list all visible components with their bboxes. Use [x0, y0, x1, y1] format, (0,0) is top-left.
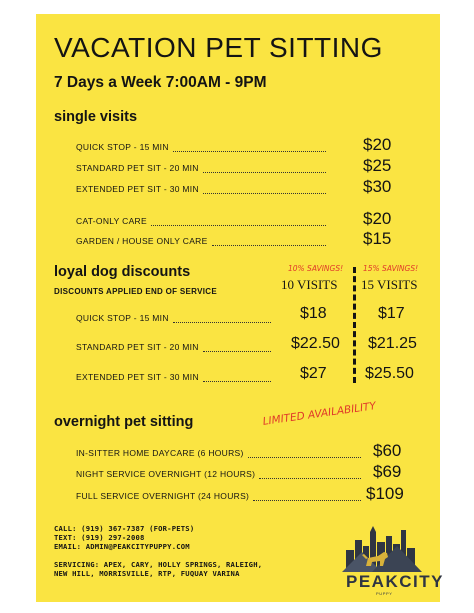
service-price: $69 — [373, 462, 402, 481]
single-visit-row — [76, 160, 326, 176]
single-visit-row — [76, 139, 326, 155]
limited-availability-badge: LIMITED AVAILABILITY — [262, 400, 377, 428]
leader-dots — [259, 470, 361, 479]
price-15-visits: $21.25 — [368, 335, 417, 352]
overnight-row — [76, 488, 361, 504]
leader-dots — [248, 449, 361, 458]
service-label: NIGHT SERVICE OVERNIGHT (12 HOURS) — [76, 469, 256, 479]
logo-name: PEAKCITY — [346, 572, 444, 591]
single-visit-row — [76, 213, 326, 229]
service-label: IN-SITTER HOME DAYCARE (6 HOURS) — [76, 448, 244, 458]
price-10-visits: $18 — [300, 305, 327, 322]
price-poster — [36, 14, 444, 602]
price-10-visits: $22.50 — [291, 335, 340, 352]
price-15-visits: $17 — [378, 305, 405, 322]
leader-dots — [253, 492, 361, 501]
service-price: $20 — [363, 135, 392, 154]
service-price: $15 — [363, 229, 392, 248]
overnight-row — [76, 445, 361, 461]
col-10-visits-header: 10 VISITS — [281, 277, 338, 292]
leader-dots — [212, 237, 326, 246]
servicing-line-2: NEW HILL, MORRISVILLE, RTP, FUQUAY VARINA — [54, 569, 240, 578]
leader-dots — [151, 217, 326, 226]
discount-row — [76, 339, 271, 355]
hours-subtitle: 7 Days a Week 7:00AM - 9PM — [54, 74, 267, 91]
service-label: STANDARD PET SIT - 20 MIN — [76, 342, 199, 352]
logo-sub: PUPPY — [376, 591, 393, 596]
service-price: $60 — [373, 441, 402, 460]
leader-dots — [203, 373, 271, 382]
contact-text: TEXT: (919) 297-2008 — [54, 533, 145, 542]
service-label: GARDEN / HOUSE ONLY CARE — [76, 236, 208, 246]
service-label: CAT-ONLY CARE — [76, 216, 147, 226]
service-price: $109 — [366, 484, 404, 503]
page-title: VACATION PET SITTING — [54, 32, 383, 63]
discount-row — [76, 310, 271, 326]
single-visits-heading: single visits — [54, 109, 138, 125]
service-label: STANDARD PET SIT - 20 MIN — [76, 163, 199, 173]
loyal-dog-heading: loyal dog discounts — [54, 264, 191, 280]
service-label: EXTENDED PET SIT - 30 MIN — [76, 372, 199, 382]
leader-dots — [203, 343, 271, 352]
city-skyline-dog-icon — [342, 522, 422, 572]
leader-dots — [203, 164, 326, 173]
price-10-visits: $27 — [300, 365, 327, 382]
contact-email: EMAIL: ADMIN@PEAKCITYPUPPY.COM — [54, 542, 190, 551]
service-price: $30 — [363, 177, 392, 196]
service-label: EXTENDED PET SIT - 30 MIN — [76, 184, 199, 194]
service-label: QUICK STOP - 15 MIN — [76, 142, 169, 152]
service-price: $20 — [363, 209, 392, 228]
overnight-heading: overnight pet sitting — [54, 414, 194, 430]
discount-note: DISCOUNTS APPLIED END OF SERVICE — [54, 287, 217, 296]
col-15-visits-header: 15 VISITS — [361, 277, 418, 292]
service-label: FULL SERVICE OVERNIGHT (24 HOURS) — [76, 491, 250, 501]
single-visit-row — [76, 233, 326, 249]
servicing-line-1: SERVICING: APEX, CARY, HOLLY SPRINGS, RALEIGH, — [54, 560, 263, 569]
price-15-visits: $25.50 — [365, 365, 414, 382]
leader-dots — [173, 143, 326, 152]
contact-call: CALL: (919) 367-7387 (FOR-PETS) — [54, 524, 195, 533]
service-price: $25 — [363, 156, 392, 175]
service-label: QUICK STOP - 15 MIN — [76, 313, 169, 323]
discount-row — [76, 369, 271, 385]
leader-dots — [203, 185, 326, 194]
single-visit-row — [76, 181, 326, 197]
overnight-row — [76, 466, 361, 482]
savings-15-label: 15% SAVINGS! — [363, 264, 419, 273]
savings-10-label: 10% SAVINGS! — [288, 264, 344, 273]
leader-dots — [173, 314, 271, 323]
